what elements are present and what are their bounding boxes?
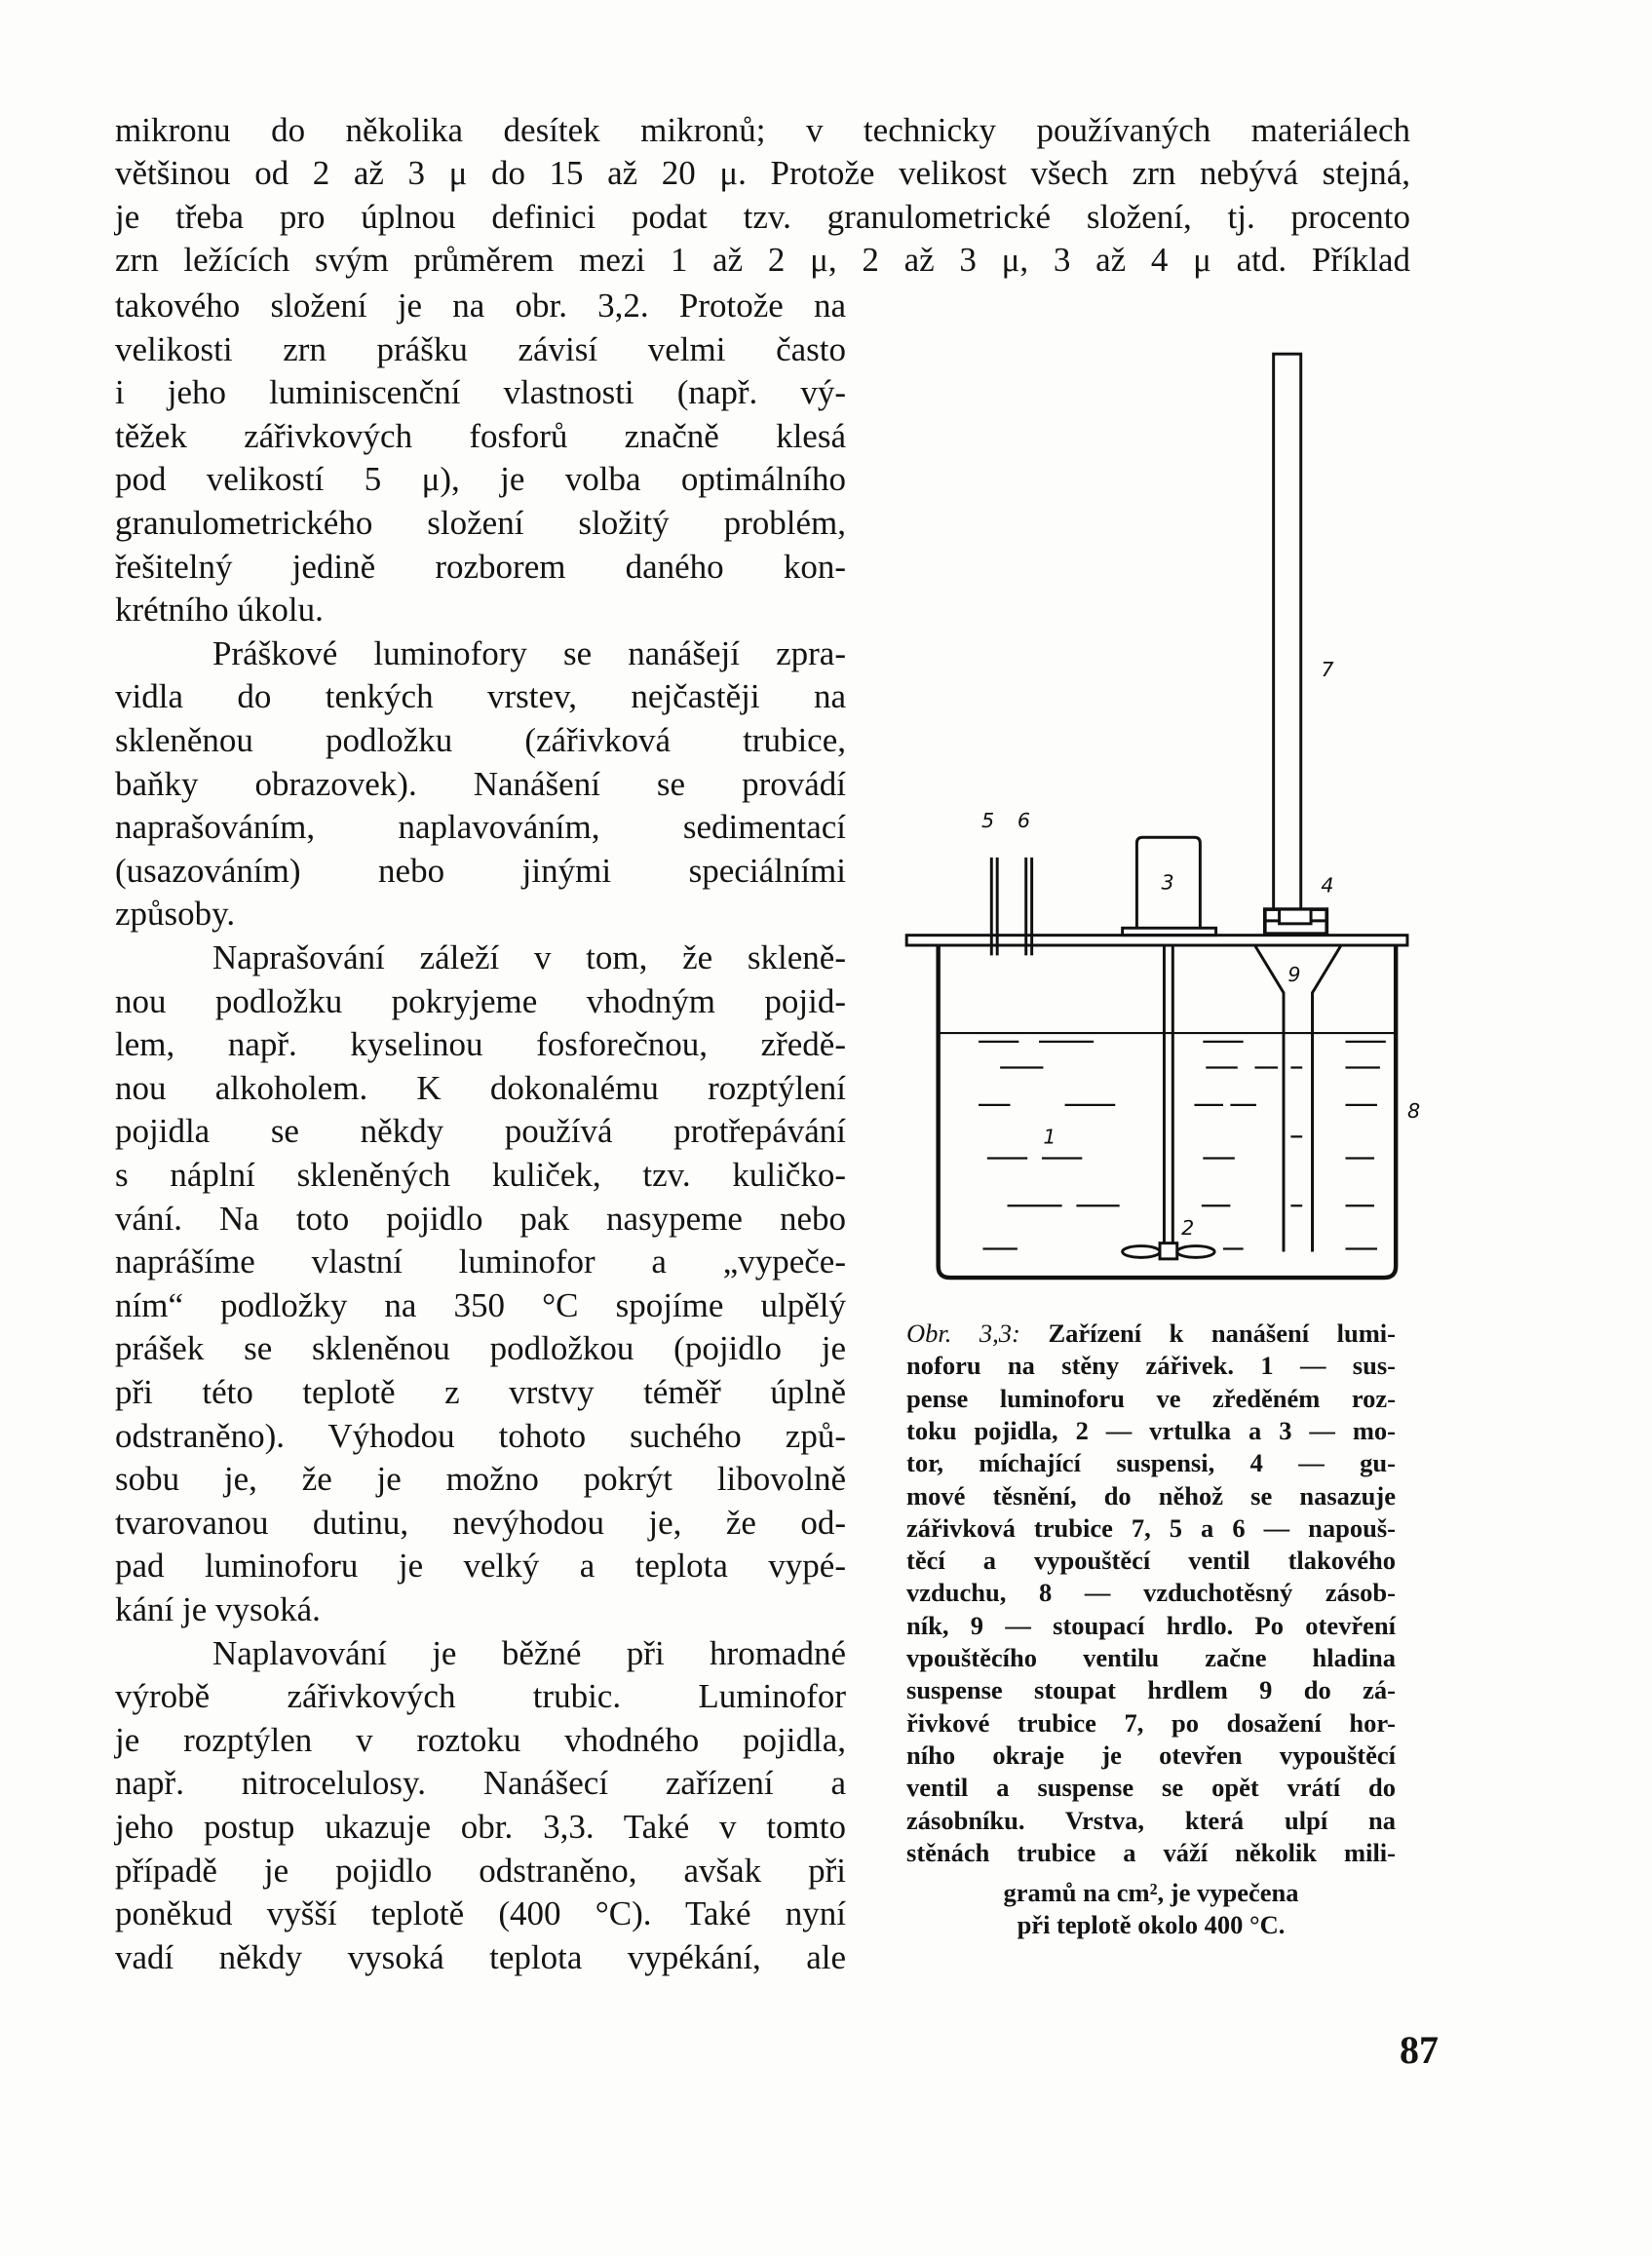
caption-line: zásobníku. Vrstva, která ulpí na (906, 1805, 1396, 1835)
caption-line: ního okraje je otevřen vypouštěcí (906, 1740, 1396, 1770)
text-line: mikronu do několika desítek mikronů; v technicky používaných materiálech (115, 111, 1410, 149)
text-line: vání. Na toto pojidlo pak nasypeme nebo (115, 1199, 846, 1238)
caption-line: ník, 9 — stoupací hrdlo. Po otevření (906, 1610, 1396, 1640)
text-line: kání je vysoká. (115, 1590, 321, 1628)
text-line: těžek zářivkových fosforů značně klesá (115, 416, 846, 455)
text-line: prášek se skleněnou podložkou (pojidlo je (115, 1329, 846, 1368)
text-line: s náplní skleněných kuliček, tzv. kuličko- (115, 1156, 846, 1194)
text-line: je třeba pro úplnou definici podat tzv. granulometrické složení, tj. procento (115, 197, 1410, 236)
text-line: jeho postup ukazuje obr. 3,3. Také v tomto (115, 1808, 846, 1846)
text-line: tvarovanou dutinu, nevýhodou je, že od- (115, 1503, 846, 1542)
caption-text: Zařízení k nanášení lumi- (1048, 1319, 1396, 1348)
caption-line: při teplotě okolo 400 °C. (1017, 1910, 1286, 1940)
air-tight-reservoir (939, 945, 1396, 1278)
text-line: vidla do tenkých vrstev, nejčastěji na (115, 677, 846, 716)
caption-line: stěnách trubice a váží několik mili- (906, 1837, 1396, 1867)
label-5: 5 (980, 808, 995, 832)
text-line: případě je pojidlo odstraněno, avšak při (115, 1851, 846, 1890)
caption-line: gramů na cm², je vypečena (1003, 1878, 1299, 1908)
caption-line: ventil a suspense se opět vrátí do (906, 1773, 1396, 1803)
label-4: 4 (1321, 873, 1334, 898)
label-1: 1 (1043, 1125, 1057, 1149)
text-line: naprášíme vlastní luminofor a „vypeče- (115, 1243, 846, 1281)
caption-line: vpouštěcího ventilu začne hladina (906, 1643, 1396, 1672)
text-line: pad luminoforu je velký a teplota vypé- (115, 1547, 846, 1586)
caption-line: pense luminoforu ve zředěném roz- (906, 1383, 1396, 1413)
caption-line: noforu na stěny zářivek. 1 — sus- (906, 1351, 1396, 1381)
text-line: je rozptýlen v roztoku vhodného pojidla, (115, 1720, 846, 1759)
label-3: 3 (1161, 870, 1174, 895)
caption-line: vzduchu, 8 — vzduchotěsný zásob- (906, 1578, 1396, 1608)
text-line: skleněnou podložku (zářivková trubice, (115, 721, 846, 759)
text-line: takového složení je na obr. 3,2. Protože na (115, 287, 846, 325)
propeller (1160, 1243, 1177, 1259)
text-line: zrn ležících svým průměrem mezi 1 až 2 μ, 2 až 3 μ, 3 až 4 μ atd. Příklad (115, 241, 1410, 280)
text-line: poněkud vyšší teplotě (400 °C). Také nyní (115, 1894, 846, 1933)
text-line: Naprašování záleží v tom, že skleně- (212, 938, 846, 976)
lid-plate (906, 936, 1407, 945)
caption-line: řivkové trubice 7, po dosažení hor- (906, 1707, 1396, 1738)
text-line: odstraněno). Výhodou tohoto suchého způ- (115, 1416, 846, 1455)
label-9: 9 (1287, 962, 1301, 986)
label-7: 7 (1321, 657, 1334, 681)
text-line: Práškové luminofory se nanášejí zpra- (212, 633, 846, 672)
text-line: baňky obrazovek). Nanášení se provádí (115, 764, 846, 803)
text-line: lem, např. kyselinou fosforečnou, zředě- (115, 1025, 846, 1064)
text-line: (usazováním) nebo jinými speciálními (115, 851, 846, 890)
text-line: granulometrického složení složitý problém, (115, 504, 846, 542)
text-line: nou alkoholem. K dokonalému rozptýlení (115, 1068, 846, 1107)
caption-line: mové těsnění, do něhož se nasazuje (906, 1480, 1396, 1510)
text-line: při této teplotě z vrstvy téměř úplně (115, 1373, 846, 1411)
text-line: sobu je, že je možno pokrýt libovolně (115, 1460, 846, 1499)
text-line: naprašováním, naplavováním, sedimentací (115, 808, 846, 847)
text-line: výrobě zářivkových trubic. Luminofor (115, 1677, 846, 1716)
text-line: i jeho luminiscenční vlastnosti (např. vý- (115, 373, 846, 412)
label-2: 2 (1181, 1215, 1195, 1240)
page-number: 87 (1400, 2028, 1439, 2072)
text-line: pod velikostí 5 μ), je volba optimálního (115, 460, 846, 499)
caption-line: zářivková trubice 7, 5 a 6 — napouš- (906, 1512, 1396, 1543)
text-line: nou podložku pokryjeme vhodným pojid- (115, 981, 846, 1020)
text-line: způsoby. (115, 895, 236, 934)
text-line: krétního úkolu. (115, 591, 324, 630)
label-6: 6 (1017, 808, 1031, 832)
text-line: Naplavování je běžné při hromadné (212, 1633, 846, 1672)
caption-label: Obr. 3,3: (906, 1319, 1020, 1348)
text-line: většinou od 2 až 3 μ do 15 až 20 μ. Protože velikost všech zrn nebývá stejná, (115, 154, 1410, 193)
text-line: vadí někdy vysoká teplota vypékání, ale (115, 1937, 846, 1976)
text-line: velikosti zrn prášku závisí velmi často (115, 329, 846, 368)
caption-line: těcí a vypouštěcí ventil tlakového (906, 1546, 1396, 1576)
text-line: ním“ podložky na 350 °C spojíme ulpělý (115, 1285, 846, 1324)
label-8: 8 (1406, 1099, 1421, 1124)
caption-line: suspense stoupat hrdlem 9 do zá- (906, 1675, 1396, 1705)
caption-line: toku pojidla, 2 — vrtulka a 3 — mo- (906, 1415, 1396, 1445)
fluorescent-tube (1274, 354, 1301, 909)
text-line: pojidla se někdy používá protřepávání (115, 1112, 846, 1151)
text-line: řešitelný jedině rozborem daného kon- (115, 547, 846, 586)
text-line: např. nitrocelulosy. Nanášecí zařízení a (115, 1764, 846, 1803)
caption-line: tor, míchající suspensi, 4 — gu- (906, 1448, 1396, 1478)
